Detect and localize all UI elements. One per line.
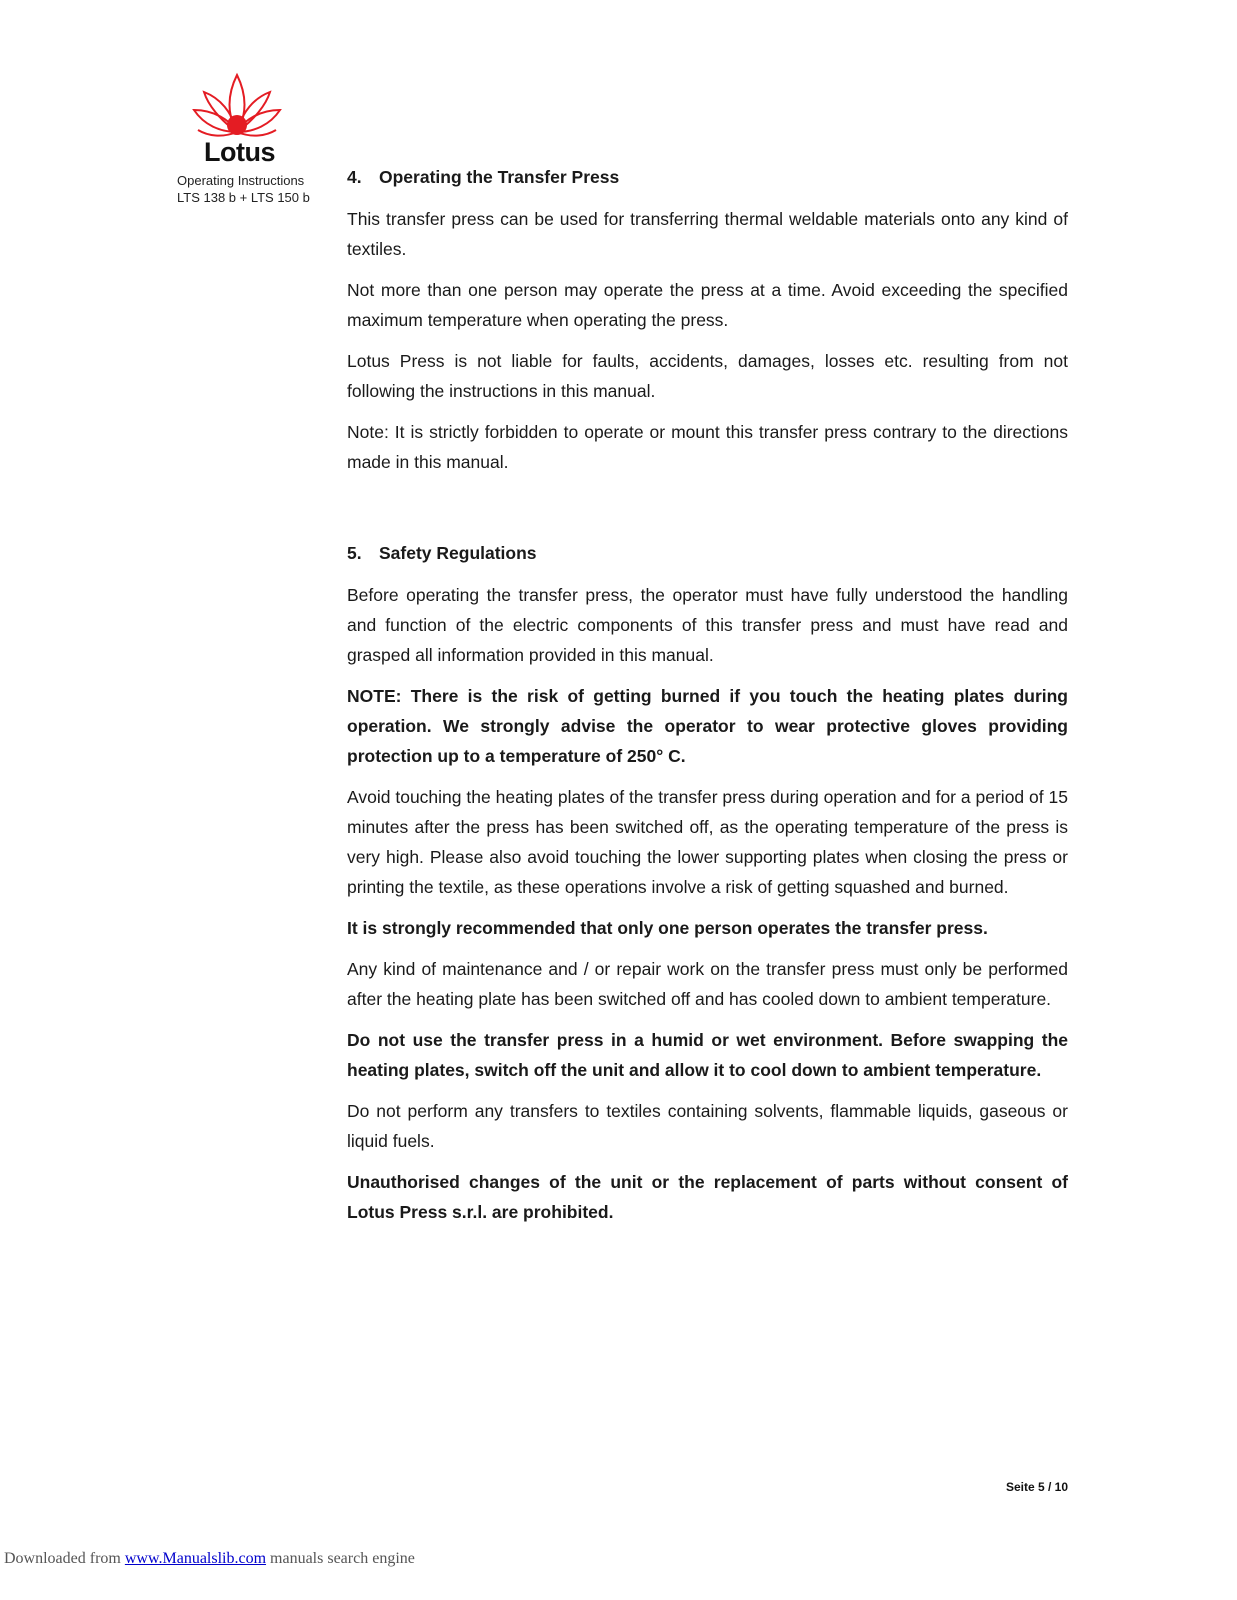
- section-number: 4.: [347, 167, 362, 187]
- paragraph: Before operating the transfer press, the operator must have fully understood the handling and function of the electric components of this transfer press and must have read and grasped all information provided in this manual.: [347, 585, 1068, 665]
- section-title: Safety Regulations: [379, 543, 537, 563]
- paragraph: Not more than one person may operate the press at a time. Avoid exceeding the specified maximum temperature when operating the press.: [347, 280, 1068, 330]
- section-title: Operating the Transfer Press: [379, 167, 620, 187]
- warning-paragraph: NOTE: There is the risk of getting burned if you touch the heating plates during operation. We strongly advise the operator to wear protective gloves providing protection up to a temperature of 250° C.: [347, 686, 1068, 766]
- warning-paragraph: It is strongly recommended that only one person operates the transfer press.: [347, 918, 988, 938]
- caption-models: LTS 138 b + LTS 150 b: [177, 190, 310, 205]
- section-5-heading: [347, 538, 1068, 568]
- page-number: Seite 5 / 10: [1005, 1480, 1068, 1494]
- warning-paragraph: Unauthorised changes of the unit or the replacement of parts without consent of Lotus Press s.r.l. are prohibited.: [347, 1172, 1068, 1222]
- warning-paragraph: Do not use the transfer press in a humid or wet environment. Before swapping the heating plates, switch off the unit and allow it to cool down to ambient temperature.: [347, 1030, 1068, 1080]
- footer-prefix: Downloaded from: [4, 1550, 125, 1567]
- manualslib-link[interactable]: www.Manualslib.com: [124, 1550, 267, 1567]
- footer-suffix: manuals search engine: [266, 1550, 415, 1567]
- document-caption: [177, 172, 327, 206]
- section-4-heading: [347, 162, 1068, 192]
- paragraph: Any kind of maintenance and / or repair work on the transfer press must only be performed after the heating plate has been switched off and has cooled down to ambient temperature.: [347, 959, 1068, 1009]
- section-number: 5.: [347, 543, 362, 563]
- paragraph: Note: It is strictly forbidden to operate or mount this transfer press contrary to the directions made in this manual.: [347, 422, 1068, 472]
- caption-title: Operating Instructions: [177, 173, 305, 188]
- paragraph: Avoid touching the heating plates of the transfer press during operation and for a period of 15 minutes after the press has been switched off, as the operating temperature of the press is very high. Please also avoid touching the lower supporting plates when closing the press or printing the textile, as these operations involve a risk of getting squashed and burned.: [347, 787, 1068, 897]
- paragraph: Lotus Press is not liable for faults, accidents, damages, losses etc. resulting from not following the instructions in this manual.: [347, 351, 1068, 401]
- download-footer: [4, 1550, 415, 1568]
- paragraph: Do not perform any transfers to textiles containing solvents, flammable liquids, gaseous or liquid fuels.: [347, 1101, 1068, 1151]
- main-content: [347, 162, 1068, 1238]
- paragraph: This transfer press can be used for transferring thermal weldable materials onto any kind of textiles.: [347, 209, 1068, 259]
- logo-wordmark: Lotus: [204, 137, 275, 167]
